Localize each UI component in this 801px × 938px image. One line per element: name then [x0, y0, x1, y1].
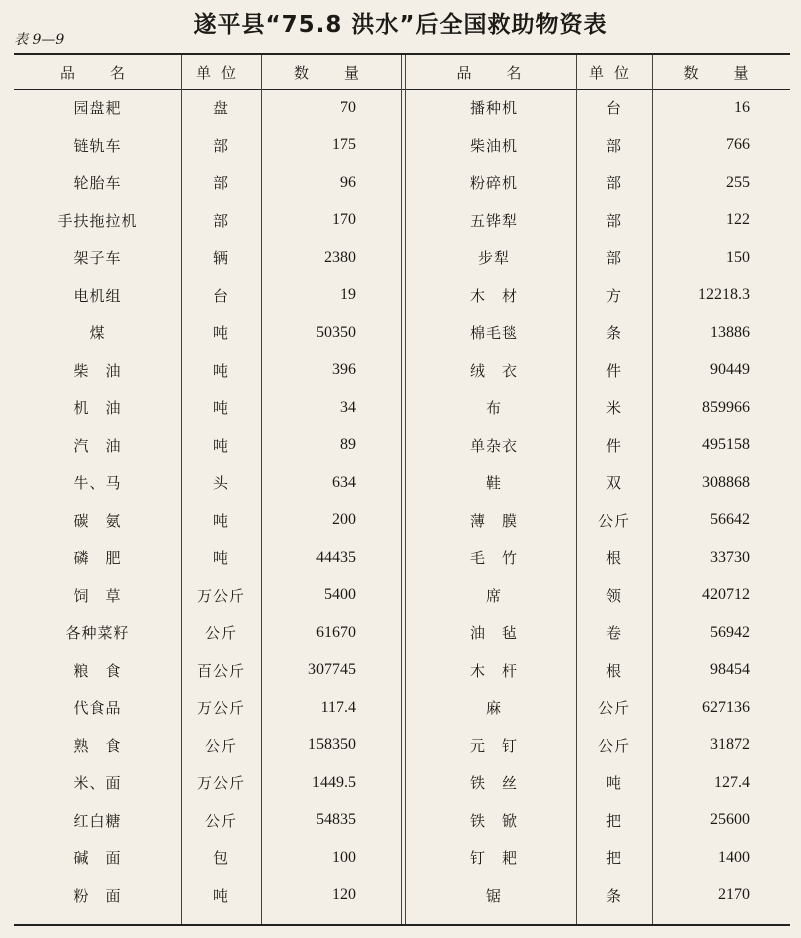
- table-title: 遂平县“75.8 洪水”后全国救助物资表: [193, 12, 608, 38]
- item-unit: 吨: [212, 549, 229, 568]
- item-unit: 吨: [212, 324, 229, 343]
- item-name: 园盘耙: [73, 99, 122, 118]
- item-name: 轮胎车: [73, 174, 122, 193]
- item-quantity: 158350: [308, 736, 356, 754]
- item-unit: 件: [605, 436, 622, 455]
- item-name: 棉毛毯: [469, 324, 518, 343]
- item-unit: 部: [605, 249, 622, 268]
- item-quantity: 308868: [702, 473, 750, 491]
- item-name: 播种机: [469, 99, 518, 118]
- item-name: 粉碎机: [469, 174, 518, 193]
- item-unit: 部: [212, 136, 229, 155]
- item-name: 麻: [485, 699, 502, 718]
- header-quantity: 数 量: [293, 63, 369, 82]
- column-gap: [402, 314, 412, 352]
- column-gap: [402, 239, 412, 277]
- item-quantity: 120: [332, 886, 356, 904]
- item-quantity: 61670: [316, 623, 356, 641]
- item-quantity: 307745: [308, 661, 356, 679]
- item-quantity: 1400: [718, 848, 750, 866]
- item-quantity: 13886: [710, 323, 750, 341]
- item-quantity: 1449.5: [312, 773, 356, 791]
- column-gap: [402, 352, 412, 390]
- table-number: 表 9—9: [14, 32, 65, 48]
- item-quantity: 12218.3: [698, 286, 750, 304]
- item-quantity: 90449: [710, 361, 750, 379]
- item-unit: 万公斤: [196, 586, 245, 605]
- item-name: 架子车: [73, 249, 122, 268]
- item-quantity: 33730: [710, 548, 750, 566]
- item-name: 铁 锨: [469, 811, 518, 830]
- item-unit: 吨: [212, 511, 229, 530]
- column-gap: [402, 202, 412, 240]
- header-unit-right: 单位: [588, 63, 639, 82]
- item-unit: 公斤: [204, 624, 237, 643]
- header-quantity-right: 数 量: [683, 63, 759, 82]
- item-unit: 吨: [212, 436, 229, 455]
- item-unit: 万公斤: [196, 774, 245, 793]
- item-quantity: 56942: [710, 623, 750, 641]
- item-unit: 头: [212, 474, 229, 493]
- item-unit: 部: [605, 211, 622, 230]
- item-unit: 把: [605, 811, 622, 830]
- item-unit: 部: [605, 136, 622, 155]
- column-gap: [402, 652, 412, 690]
- item-quantity: 54835: [316, 811, 356, 829]
- item-unit: 条: [605, 324, 622, 343]
- item-name: 电机组: [73, 286, 122, 305]
- item-quantity: 89: [340, 436, 356, 454]
- item-quantity: 396: [332, 361, 356, 379]
- item-unit: 根: [605, 661, 622, 680]
- item-name: 碳 氨: [73, 511, 122, 530]
- column-gap: [402, 89, 412, 127]
- column-gap: [402, 539, 412, 577]
- item-quantity: 2170: [718, 886, 750, 904]
- item-name: 磷 肥: [73, 549, 122, 568]
- header-unit: 单位: [195, 63, 246, 82]
- item-unit: 部: [212, 174, 229, 193]
- item-quantity: 255: [726, 173, 750, 191]
- item-name: 五铧犁: [469, 211, 518, 230]
- item-unit: 吨: [212, 886, 229, 905]
- item-unit: 方: [605, 286, 622, 305]
- item-unit: 盘: [212, 99, 229, 118]
- bottom-rule: [14, 924, 790, 926]
- item-name: 油 毡: [469, 624, 518, 643]
- item-unit: 公斤: [204, 736, 237, 755]
- item-quantity: 34: [340, 398, 356, 416]
- column-gap: [402, 127, 412, 165]
- column-gap: [402, 577, 412, 615]
- column-gap: [402, 877, 412, 915]
- item-name: 席: [485, 586, 502, 605]
- column-gap: [402, 389, 412, 427]
- item-name: 米、面: [73, 774, 122, 793]
- item-quantity: 56642: [710, 511, 750, 529]
- item-name: 煤: [89, 324, 106, 343]
- item-name: 步犁: [477, 249, 510, 268]
- item-name: 木 材: [469, 286, 518, 305]
- column-gap: [402, 277, 412, 315]
- item-name: 柴 油: [73, 361, 122, 380]
- column-gap: [402, 839, 412, 877]
- item-name: 代食品: [73, 699, 122, 718]
- item-name: 铁 丝: [469, 774, 518, 793]
- column-gap: [402, 502, 412, 540]
- item-quantity: 175: [332, 136, 356, 154]
- item-name: 鞋: [485, 474, 502, 493]
- item-quantity: 50350: [316, 323, 356, 341]
- item-unit: 公斤: [597, 511, 630, 530]
- item-unit: 吨: [212, 399, 229, 418]
- item-unit: 部: [212, 211, 229, 230]
- item-name: 单杂衣: [469, 436, 518, 455]
- item-quantity: 170: [332, 211, 356, 229]
- column-gap: [402, 764, 412, 802]
- item-quantity: 25600: [710, 811, 750, 829]
- column-gap: [402, 802, 412, 840]
- item-name: 绒 衣: [469, 361, 518, 380]
- item-unit: 领: [605, 586, 622, 605]
- item-unit: 双: [605, 474, 622, 493]
- item-quantity: 627136: [702, 698, 750, 716]
- item-name: 机 油: [73, 399, 122, 418]
- item-quantity: 2380: [324, 248, 356, 266]
- header-item-name: 品 名: [59, 63, 135, 82]
- column-gap: [402, 164, 412, 202]
- item-name: 碱 面: [73, 849, 122, 868]
- column-gap: [402, 727, 412, 765]
- item-quantity: 766: [726, 136, 750, 154]
- item-name: 红白糖: [73, 811, 122, 830]
- item-unit: 台: [212, 286, 229, 305]
- item-name: 汽 油: [73, 436, 122, 455]
- item-name: 熟 食: [73, 736, 122, 755]
- item-quantity: 150: [726, 248, 750, 266]
- item-unit: 把: [605, 849, 622, 868]
- item-quantity: 117.4: [320, 698, 356, 716]
- item-quantity: 420712: [702, 586, 750, 604]
- column-gap: [402, 614, 412, 652]
- item-quantity: 98454: [710, 661, 750, 679]
- item-unit: 公斤: [597, 699, 630, 718]
- item-quantity: 31872: [710, 736, 750, 754]
- item-unit: 吨: [605, 774, 622, 793]
- column-gap: [402, 55, 412, 89]
- item-quantity: 44435: [316, 548, 356, 566]
- item-unit: 公斤: [204, 811, 237, 830]
- item-name: 毛 竹: [469, 549, 518, 568]
- item-unit: 吨: [212, 361, 229, 380]
- item-quantity: 96: [340, 173, 356, 191]
- item-name: 手扶拖拉机: [57, 211, 138, 230]
- item-name: 饲 草: [73, 586, 122, 605]
- item-unit: 米: [605, 399, 622, 418]
- item-quantity: 16: [734, 98, 750, 116]
- item-name: 柴油机: [469, 136, 518, 155]
- item-quantity: 495158: [702, 436, 750, 454]
- item-unit: 条: [605, 886, 622, 905]
- item-unit: 件: [605, 361, 622, 380]
- item-unit: 包: [212, 849, 229, 868]
- item-quantity: 122: [726, 211, 750, 229]
- item-unit: 辆: [212, 249, 229, 268]
- item-quantity: 19: [340, 286, 356, 304]
- item-quantity: 127.4: [714, 773, 750, 791]
- item-unit: 根: [605, 549, 622, 568]
- item-name: 锯: [485, 886, 502, 905]
- item-name: 粮 食: [73, 661, 122, 680]
- item-quantity: 859966: [702, 398, 750, 416]
- item-name: 各种菜籽: [65, 624, 130, 643]
- item-quantity: 5400: [324, 586, 356, 604]
- column-gap: [402, 464, 412, 502]
- column-gap: [402, 689, 412, 727]
- item-name: 元 钉: [469, 736, 518, 755]
- item-quantity: 70: [340, 98, 356, 116]
- item-quantity: 100: [332, 848, 356, 866]
- item-unit: 卷: [605, 624, 622, 643]
- item-name: 钉 耙: [469, 849, 518, 868]
- item-quantity: 200: [332, 511, 356, 529]
- header-item-name-right: 品 名: [456, 63, 532, 82]
- item-unit: 部: [605, 174, 622, 193]
- column-gap: [402, 427, 412, 465]
- item-quantity: 634: [332, 473, 356, 491]
- item-unit: 台: [605, 99, 622, 118]
- relief-supplies-table: [14, 55, 790, 914]
- item-name: 粉 面: [73, 886, 122, 905]
- item-unit: 公斤: [597, 736, 630, 755]
- item-name: 布: [485, 399, 502, 418]
- item-name: 牛、马: [73, 474, 122, 493]
- item-name: 薄 膜: [469, 511, 518, 530]
- item-unit: 百公斤: [196, 661, 245, 680]
- item-unit: 万公斤: [196, 699, 245, 718]
- item-name: 木 杆: [469, 661, 518, 680]
- item-name: 链轨车: [73, 136, 122, 155]
